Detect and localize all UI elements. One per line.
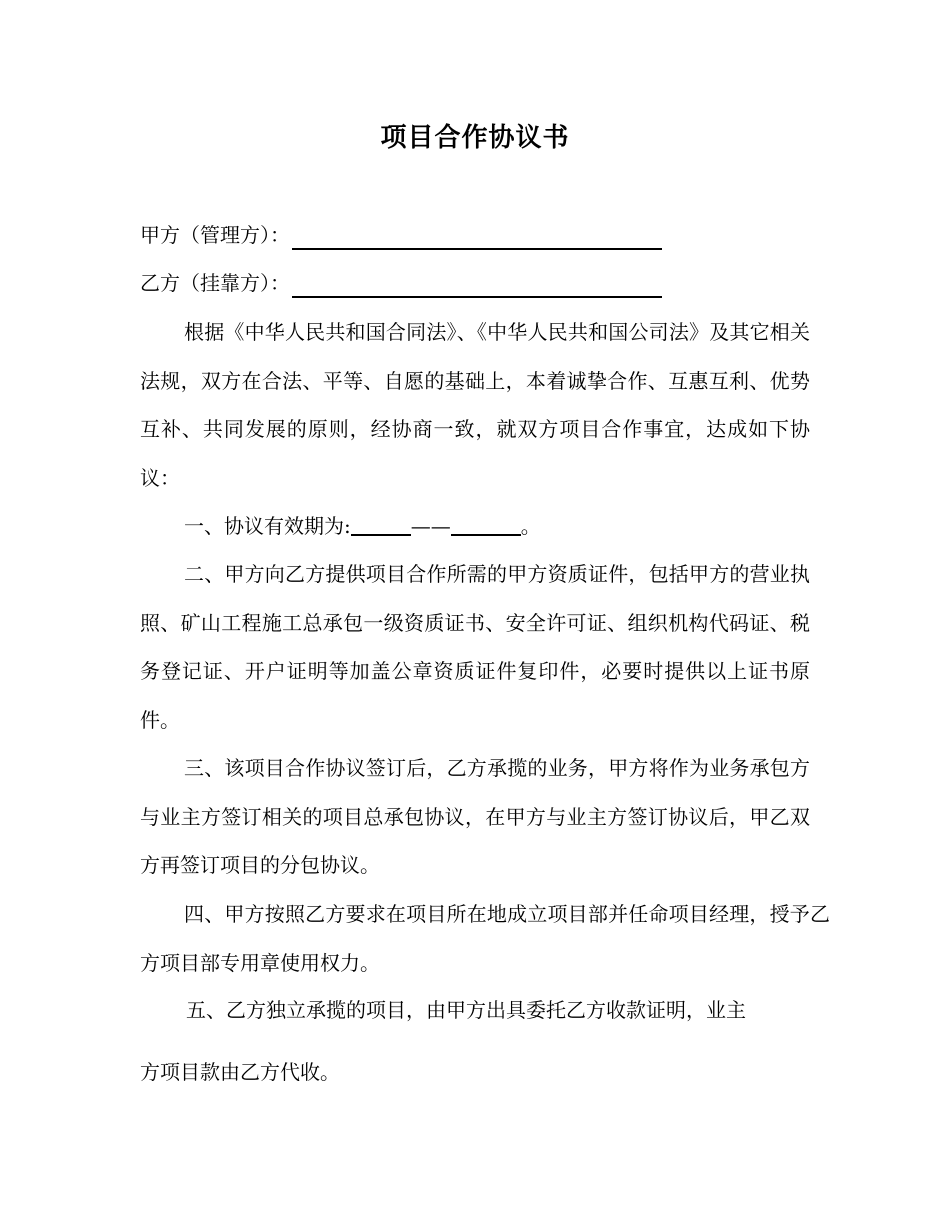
clause-1-dash: —— <box>410 514 451 538</box>
party-a-blank <box>292 222 662 250</box>
party-b-line <box>140 268 662 298</box>
party-b-blank <box>292 270 662 298</box>
party-a-label: 甲方（管理方）： <box>140 223 290 247</box>
party-a-line <box>140 220 662 250</box>
clause-5-line-2: 方项目款由乙方代收。 <box>140 1060 340 1084</box>
clause-1-suffix: 。 <box>520 514 541 538</box>
term-end-blank <box>451 510 521 536</box>
party-b-label: 乙方（挂靠方）： <box>140 271 290 295</box>
clause-1-prefix: 一、协议有效期为: <box>184 514 351 538</box>
clause-5-line-1: 五、乙方独立承揽的项目，由甲方出具委托乙方收款证明，业主 <box>186 998 746 1022</box>
clause-2: 二、甲方向乙方提供项目合作所需的甲方资质证件，包括甲方的营业执照、矿山工程施工总承包一级资质证书、安全许可证、组织机构代码证、税务登记证、开户证明等加盖公章资质证件复印件，必要时提供以上证书原件。 <box>140 562 810 732</box>
clause-4: 四、甲方按照乙方要求在项目所在地成立项目部并任命项目经理，授予乙方项目部专用章使用权力。 <box>140 902 830 975</box>
clause-1 <box>140 502 810 551</box>
term-start-blank <box>351 510 411 536</box>
document-title: 项目合作协议书 <box>380 123 570 153</box>
clause-3: 三、该项目合作协议签订后，乙方承揽的业务，甲方将作为业务承包方与业主方签订相关的项目总承包协议，在甲方与业主方签订协议后，甲乙双方再签订项目的分包协议。 <box>140 756 810 877</box>
preamble-paragraph: 根据《中华人民共和国合同法》、《中华人民共和国公司法》及其它相关法规，双方在合法、平等、自愿的基础上，本着诚挚合作、互惠互利、优势互补、共同发展的原则，经协商一致，就双方项目合作事宜，达成如下协议： <box>140 320 810 490</box>
